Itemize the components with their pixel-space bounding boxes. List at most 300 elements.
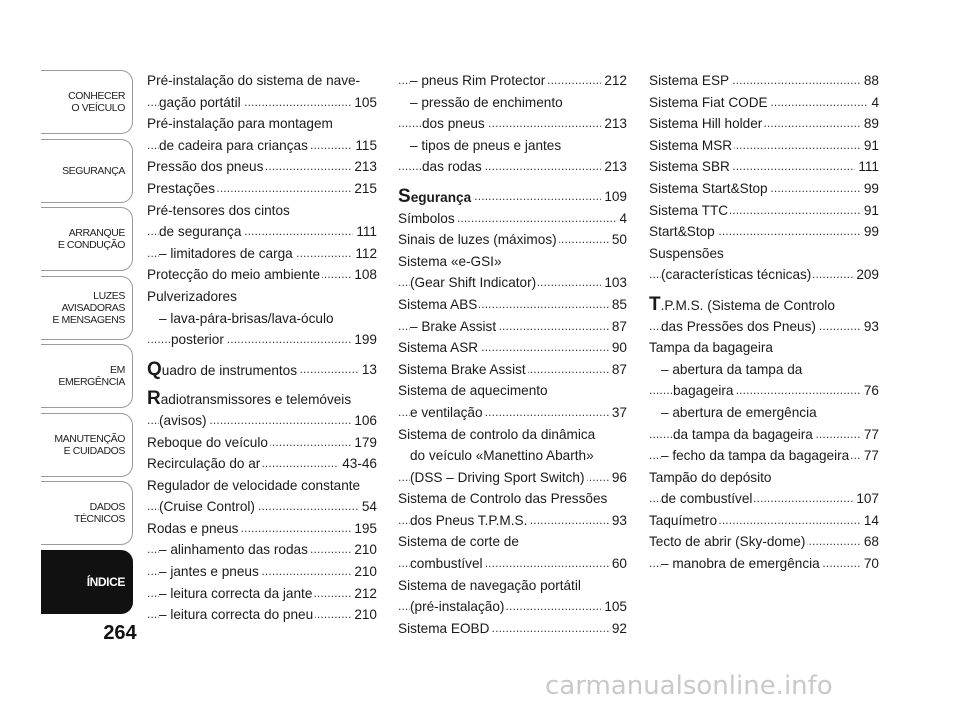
page-reference[interactable]: 93 [861, 316, 879, 338]
index-line [147, 496, 377, 518]
index-entry [649, 221, 879, 243]
index-term-text: da tampa da bagageira [673, 426, 813, 442]
index-term-text: Pulverizadores [147, 288, 237, 304]
page-reference[interactable]: 43-46 [339, 453, 377, 475]
index-term [159, 95, 243, 110]
page-reference[interactable]: 90 [609, 337, 627, 359]
index-line [649, 380, 879, 402]
index-term-text: Pré-instalação do sistema de nave- [147, 73, 361, 88]
index-term-text: Sistema de corte de [398, 534, 519, 550]
index-term [649, 138, 734, 153]
index-term-text: posterior [171, 332, 224, 348]
index-term [410, 513, 529, 528]
index-line [398, 596, 627, 618]
index-term [649, 95, 770, 110]
index-term [398, 211, 457, 226]
index-term-text: – Brake Assist [410, 318, 497, 334]
index-entry [649, 243, 879, 286]
index-term-text: Sistema «e-GSI» [398, 253, 502, 269]
index-line [147, 539, 377, 561]
index-term-text: do veículo «Manettino Abarth» [410, 448, 594, 464]
index-entry [649, 135, 879, 157]
index-entry [649, 531, 879, 574]
chapter-tab-label: SEGURANÇA [62, 164, 125, 177]
index-entry [398, 359, 627, 381]
page-reference[interactable]: 4 [868, 92, 879, 114]
section-initial: S [398, 185, 411, 207]
index-term [673, 427, 815, 442]
index-line [147, 243, 377, 265]
index-term-text: (Gear Shift Indicator) [410, 275, 537, 291]
index-line [398, 92, 627, 114]
page-reference[interactable]: 4 [616, 208, 627, 230]
page-reference[interactable]: 88 [861, 70, 879, 92]
index-term [661, 267, 813, 282]
chapter-tab-7[interactable] [41, 481, 133, 545]
index-term-text: Sinais de luzes (máximos) [398, 232, 557, 248]
index-line [147, 178, 377, 200]
index-line [147, 329, 377, 351]
index-line [398, 156, 627, 178]
index-term-text: – pneus Rim Protector [410, 73, 546, 88]
index-term-text: Suspensões [649, 245, 724, 261]
index-term [649, 293, 837, 315]
index-line [398, 272, 627, 294]
index-entry [398, 251, 627, 294]
index-term [398, 340, 480, 355]
index-term-text: Pré-tensores dos cintos [147, 202, 290, 218]
index-term [398, 383, 550, 398]
index-term [649, 534, 807, 549]
index-term [398, 491, 609, 506]
index-entry [649, 200, 879, 222]
index-term-text: – leitura correcta do pneu [159, 607, 314, 623]
index-entry [147, 475, 377, 518]
index-line [147, 518, 377, 540]
page-reference[interactable]: 210 [351, 604, 377, 626]
index-term-text: Sistema EOBD [398, 620, 490, 636]
index-entry [398, 618, 627, 640]
index-line [649, 113, 879, 135]
page-reference[interactable]: 106 [351, 410, 377, 432]
index-term-text: .P.M.S. (Sistema de Controlo [660, 297, 835, 313]
index-term [649, 203, 730, 218]
index-term-text: Sistema de aquecimento [398, 383, 548, 399]
index-line [398, 618, 627, 640]
index-entry [147, 70, 377, 113]
index-term-text: Tecto de abrir (Sky-dome) [649, 534, 806, 550]
page-reference[interactable]: 210 [351, 539, 377, 561]
page-reference[interactable]: 111 [855, 156, 879, 178]
index-term [147, 203, 292, 218]
index-term [159, 138, 310, 153]
page-reference[interactable]: 77 [861, 445, 879, 467]
chapter-tab-label: CONHECER O VEÍCULO [68, 90, 125, 114]
index-term [410, 275, 538, 290]
index-entry [398, 186, 627, 208]
page-number: 264 [103, 622, 137, 644]
index-entry [398, 531, 627, 574]
page-reference[interactable]: 210 [351, 561, 377, 583]
index-term-text: (pré-instalação) [410, 599, 505, 615]
chapter-tab-label: LUZES AVISADORAS E MENSAGENS [52, 289, 125, 326]
page-reference[interactable]: 96 [609, 467, 627, 489]
index-line [147, 200, 377, 222]
index-term [649, 513, 719, 528]
index-line [398, 445, 627, 467]
index-term-text: Sistema Start&Stop [649, 180, 768, 196]
index-term-text: (avisos) [159, 412, 207, 428]
page-reference[interactable]: 112 [352, 243, 377, 265]
index-line [649, 488, 879, 510]
index-line [147, 604, 377, 626]
index-line [147, 453, 377, 475]
index-term [649, 73, 731, 88]
index-line [649, 467, 879, 489]
page-reference[interactable]: 87 [609, 316, 627, 338]
index-line [147, 113, 377, 135]
index-term-text: Protecção do meio ambiente [147, 267, 321, 283]
index-term [159, 564, 261, 579]
page-reference[interactable]: 215 [351, 178, 377, 200]
index-term-text: – limitadores de carga [159, 245, 293, 261]
index-entry [398, 488, 627, 531]
index-term-text: Tampão do depósito [649, 469, 772, 485]
index-line [398, 424, 627, 446]
index-entry [649, 92, 879, 114]
index-term-text: das rodas [422, 159, 482, 175]
watermark: carmanualsonline.info [545, 671, 833, 701]
index-entry [398, 208, 627, 230]
index-term-text: Recirculação do ar [147, 456, 261, 472]
page-reference[interactable]: 213 [351, 156, 377, 178]
page-reference[interactable]: 91 [861, 135, 879, 157]
index-term [398, 362, 528, 377]
index-term [649, 246, 726, 261]
index-line [398, 467, 627, 489]
index-entry [398, 135, 627, 178]
index-line [398, 186, 627, 208]
chapter-tab-2[interactable] [41, 139, 133, 203]
index-term-text: (Cruise Control) [159, 499, 255, 515]
index-term-text: Regulador de velocidade constante [147, 477, 361, 493]
index-term [159, 246, 295, 261]
index-term [661, 405, 819, 420]
index-term-text: Sistema Brake Assist [398, 361, 526, 377]
page-reference[interactable]: 50 [609, 229, 627, 251]
index-term-text: Prestações [147, 180, 216, 196]
index-line [147, 70, 377, 92]
index-entry [649, 510, 879, 532]
page-reference[interactable]: 213 [601, 156, 627, 178]
index-term [649, 181, 770, 196]
index-entry [147, 264, 377, 286]
index-term [410, 319, 498, 334]
index-line [649, 510, 879, 532]
page-reference[interactable]: 60 [609, 553, 627, 575]
page-reference[interactable]: 54 [359, 496, 377, 518]
index-term-text: dos pneus [422, 116, 485, 132]
index-term-text: Taquímetro [649, 512, 718, 528]
index-term-text: Sistema de Controlo das Pressões [398, 491, 608, 507]
index-term [159, 224, 243, 239]
index-line [649, 221, 879, 243]
index-term-text: – fecho da tampa da bagageira [661, 448, 850, 464]
index-line [649, 553, 879, 575]
index-line [398, 337, 627, 359]
index-entry [147, 453, 377, 475]
index-line [649, 402, 879, 424]
index-line [147, 264, 377, 286]
chapter-tab-label: ÍNDICE [86, 574, 125, 589]
index-term [410, 405, 485, 420]
index-line [649, 178, 879, 200]
index-line [398, 380, 627, 402]
index-term-text: Sistema SBR [649, 159, 730, 175]
index-term [649, 224, 717, 239]
index-line [649, 243, 879, 265]
index-entry [147, 388, 377, 431]
index-line [147, 92, 377, 114]
page-reference[interactable]: 93 [609, 510, 627, 532]
index-line [398, 531, 627, 553]
page-reference[interactable]: 91 [861, 200, 879, 222]
index-term [398, 254, 504, 269]
index-term [398, 578, 583, 593]
index-line [649, 294, 879, 316]
chapter-tab-3[interactable] [41, 207, 133, 271]
page-reference[interactable]: 77 [861, 424, 879, 446]
index-term [147, 358, 299, 380]
index-term [649, 159, 732, 174]
index-line [649, 92, 879, 114]
index-term-text: Símbolos [398, 210, 455, 226]
page-reference[interactable]: 109 [601, 186, 627, 208]
index-line [649, 70, 879, 92]
index-term [398, 621, 491, 636]
index-line [147, 388, 377, 410]
index-entry [147, 113, 377, 156]
index-term [159, 542, 310, 557]
index-line [147, 432, 377, 454]
page-reference[interactable]: 89 [861, 113, 879, 135]
page-reference[interactable]: 87 [609, 359, 627, 381]
chapter-tab-6[interactable] [41, 413, 133, 477]
index-term-text: gação portátil [159, 94, 241, 110]
index-term-text: Sistema TTC [649, 202, 729, 218]
page-reference[interactable]: 105 [351, 92, 377, 114]
index-term-text: – abertura de emergência [661, 404, 817, 420]
index-term-text: – lava-pára-brisas/lava-óculo [159, 310, 334, 326]
index-term [147, 289, 239, 304]
index-term [673, 383, 735, 398]
index-term [159, 311, 336, 326]
page-reference[interactable]: 99 [861, 178, 879, 200]
index-term-text: de segurança [159, 224, 242, 240]
index-line [398, 208, 627, 230]
index-term [649, 116, 764, 131]
index-term [147, 521, 240, 536]
index-term-text: Pré-instalação para montagem [147, 116, 333, 132]
index-term-text: (DSS – Driving Sport Switch) [410, 469, 585, 485]
index-term [159, 413, 209, 428]
index-entry [398, 575, 627, 618]
index-term-text: Tampa da bagageira [649, 340, 773, 356]
page-reference[interactable]: 68 [861, 531, 879, 553]
index-term-text: Sistema MSR [649, 137, 733, 153]
index-entry [147, 200, 377, 265]
index-term-text: – jantes e pneus [159, 564, 259, 580]
index-line [147, 359, 377, 381]
index-line [649, 135, 879, 157]
index-line [649, 424, 879, 446]
section-initial: R [147, 388, 161, 410]
index-entry [398, 92, 627, 135]
index-term [147, 388, 353, 410]
index-column-2 [398, 70, 627, 639]
index-term-text: Sistema Hill holder [649, 116, 763, 132]
index-entry [147, 518, 377, 626]
index-term [410, 556, 485, 571]
page-reference[interactable]: 13 [359, 359, 377, 381]
index-term [147, 181, 217, 196]
index-term [398, 185, 473, 207]
index-term [410, 95, 565, 110]
index-term [410, 599, 506, 614]
index-term [159, 607, 315, 622]
index-term [398, 297, 479, 312]
index-entry [398, 294, 627, 337]
page-reference[interactable]: 213 [601, 113, 627, 135]
index-line [398, 402, 627, 424]
chapter-tab-4[interactable] [41, 276, 133, 340]
index-term [147, 267, 322, 282]
index-line [147, 475, 377, 497]
chapter-tab-5[interactable] [41, 344, 133, 408]
index-line [147, 561, 377, 583]
index-entry [398, 229, 627, 251]
index-line [649, 264, 879, 286]
index-line [147, 221, 377, 243]
page-reference[interactable]: 111 [353, 221, 377, 243]
index-entry [147, 178, 377, 200]
index-line [147, 308, 377, 330]
index-term-text: e ventilação [410, 404, 483, 420]
index-term-text: Pressão dos pneus [147, 159, 264, 175]
index-term [410, 448, 596, 463]
index-term [147, 116, 335, 131]
index-line [398, 488, 627, 510]
index-term [398, 534, 521, 549]
index-line [147, 135, 377, 157]
index-term [398, 232, 559, 247]
index-entry [147, 286, 377, 351]
index-line [398, 316, 627, 338]
index-line [398, 553, 627, 575]
index-term-text: Reboque do veículo [147, 434, 268, 450]
index-term [159, 499, 257, 514]
index-term-text: – tipos de pneus e jantes [410, 137, 562, 153]
index-column-1 [147, 70, 377, 626]
index-line [147, 156, 377, 178]
page-reference[interactable]: 76 [861, 380, 879, 402]
chapter-tab-1[interactable] [41, 70, 133, 134]
page-reference[interactable]: 92 [609, 618, 627, 640]
index-line [147, 286, 377, 308]
page-reference[interactable]: 105 [601, 596, 627, 618]
index-entry [649, 337, 879, 467]
index-line [649, 445, 879, 467]
index-term-text: (características técnicas) [661, 267, 812, 283]
index-term-text: – pressão de enchimento [410, 94, 563, 110]
index-term-text: uadro de instrumentos [161, 362, 298, 378]
chapter-tab-label: DADOS TÉCNICOS [73, 501, 125, 525]
index-term-text: Sistema ABS [398, 296, 478, 312]
page-reference[interactable]: 199 [351, 329, 377, 351]
index-term-text: – manobra de emergência [661, 556, 820, 572]
index-term [649, 470, 773, 485]
page-reference[interactable]: 212 [351, 583, 377, 605]
index-entry [649, 113, 879, 135]
index-line [398, 251, 627, 273]
index-entry [398, 380, 627, 423]
page-reference[interactable]: 179 [351, 432, 377, 454]
index-term [159, 586, 314, 601]
chapter-tab-8[interactable] [41, 550, 133, 614]
page-reference[interactable]: 212 [601, 70, 627, 92]
page-reference[interactable]: 70 [861, 553, 879, 575]
index-term [661, 556, 822, 571]
index-entry [147, 156, 377, 178]
index-term-text: – abertura da tampa da [661, 361, 803, 377]
index-entry [398, 70, 627, 92]
page-reference[interactable]: 14 [861, 510, 879, 532]
index-entry [147, 432, 377, 454]
page-reference[interactable]: 99 [861, 221, 879, 243]
index-term-text: Sistema ASR [398, 340, 479, 356]
index-term-text: de combustível [661, 491, 753, 507]
index-term [171, 332, 226, 347]
index-term-text: de cadeira para crianças [159, 137, 308, 153]
index-entry [649, 294, 879, 337]
index-term-text: bagageira [673, 383, 734, 399]
index-term [147, 478, 362, 493]
index-line [398, 70, 627, 92]
page-reference[interactable]: 195 [351, 518, 377, 540]
page-reference[interactable]: 115 [352, 135, 377, 157]
index-term-text: Sistema de controlo da dinâmica [398, 426, 596, 442]
index-term [147, 456, 262, 471]
index-line [649, 337, 879, 359]
page-reference[interactable]: 37 [609, 402, 627, 424]
index-term [422, 159, 484, 174]
page-reference[interactable]: 108 [351, 264, 377, 286]
index-term-text: das Pressões dos Pneus) [661, 318, 816, 334]
index-line [147, 410, 377, 432]
index-term [661, 491, 754, 506]
index-term [661, 362, 804, 377]
index-entry [649, 178, 879, 200]
index-entry [147, 359, 377, 381]
index-term [661, 448, 851, 463]
page-reference[interactable]: 209 [853, 264, 879, 286]
page-reference[interactable]: 85 [609, 294, 627, 316]
index-line [398, 229, 627, 251]
page-reference[interactable]: 103 [601, 272, 627, 294]
index-term-text: Sistema de navegação portátil [398, 577, 581, 593]
index-term [147, 73, 362, 88]
page-reference[interactable]: 107 [853, 488, 879, 510]
